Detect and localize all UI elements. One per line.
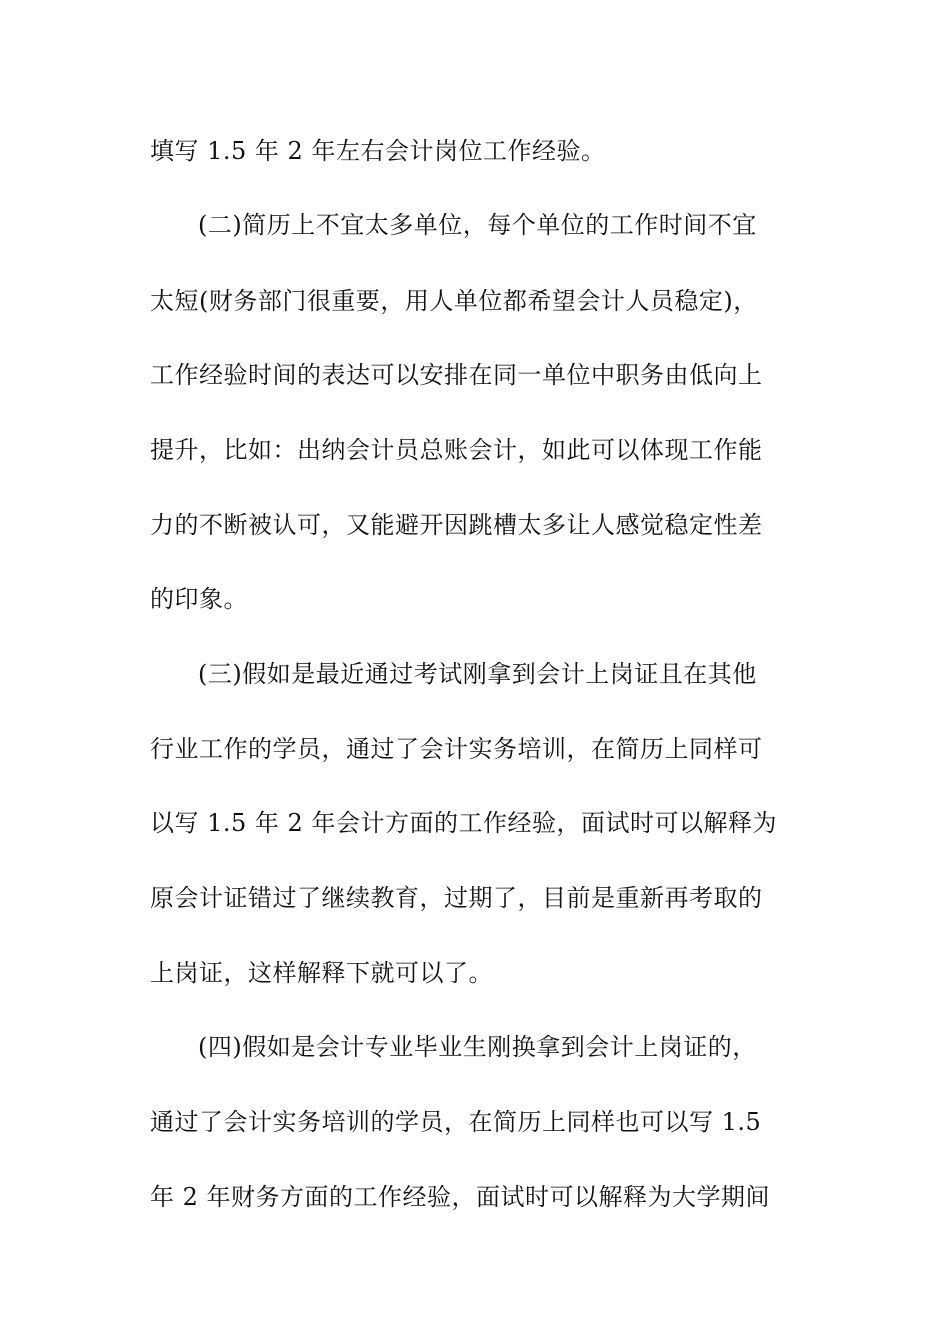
paragraph-three-start: (三)假如是最近通过考试刚拿到会计上岗证且在其他 <box>198 660 757 688</box>
text-line: 填写 1.5 年 2 年左右会计岗位工作经验。 <box>150 137 606 165</box>
text-line: 年 2 年财务方面的工作经验，面试时可以解释为大学期间 <box>150 1183 771 1211</box>
paragraph-two-start: (二)简历上不宜太多单位，每个单位的工作时间不宜 <box>198 211 757 239</box>
text-line: 以写 1.5 年 2 年会计方面的工作经验，面试时可以解释为 <box>150 809 777 837</box>
text-line: 通过了会计实务培训的学员，在简历上同样也可以写 1.5 <box>150 1108 762 1136</box>
text-line: 原会计证错过了继续教育，过期了，目前是重新再考取的 <box>150 884 763 912</box>
text-line: 工作经验时间的表达可以安排在同一单位中职务由低向上 <box>150 361 763 389</box>
text-line: 上岗证，这样解释下就可以了。 <box>150 959 493 987</box>
text-line: 行业工作的学员，通过了会计实务培训，在简历上同样可 <box>150 735 763 763</box>
text-line: 力的不断被认可，又能避开因跳槽太多让人感觉稳定性差 <box>150 511 763 539</box>
text-line: 的印象。 <box>150 585 248 613</box>
paragraph-four-start: (四)假如是会计专业毕业生刚换拿到会计上岗证的， <box>198 1033 757 1061</box>
text-line: 提升，比如：出纳会计员总账会计，如此可以体现工作能 <box>150 436 763 464</box>
text-line: 太短(财务部门很重要，用人单位都希望会计人员稳定)， <box>150 287 758 315</box>
